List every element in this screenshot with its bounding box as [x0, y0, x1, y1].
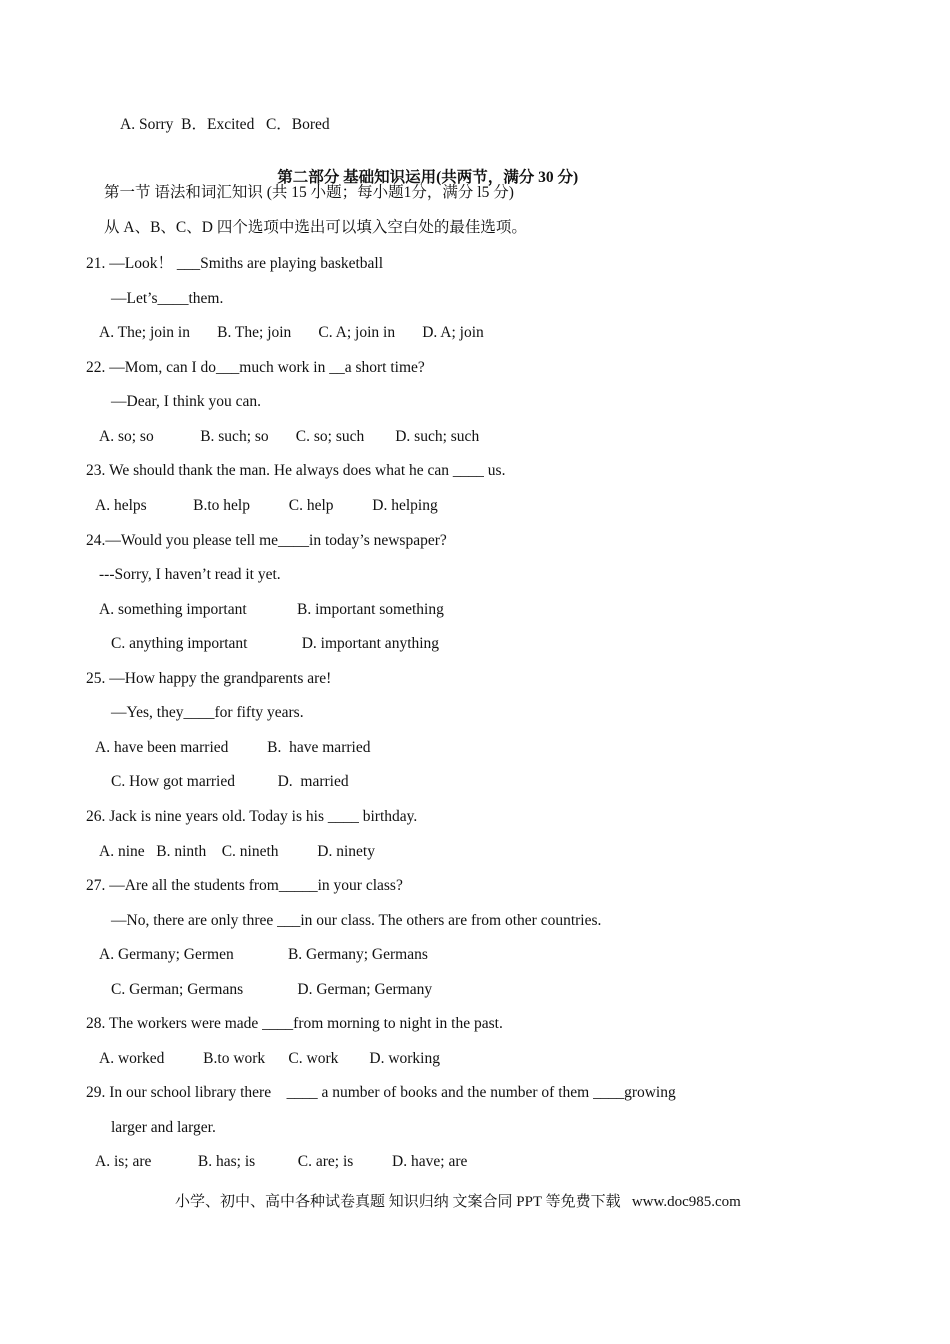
question-21-reply: —Let’s____them. [111, 290, 224, 307]
question-24-options-row-2: C. anything important D. important anything [111, 635, 440, 652]
question-24-stem: 24.—Would you please tell me____in today’s newspaper? [86, 532, 447, 549]
question-25-options-row-1: A. have been married B. have married [95, 739, 371, 756]
question-23-stem: 23. We should thank the man. He always does what he can ____ us. [86, 462, 506, 479]
question-22-stem: 22. —Mom, can I do___much work in __a short time? [86, 359, 425, 376]
previous-question-options: A. Sorry B．Excited C．Bored [120, 116, 330, 133]
question-21-stem: 21. —Look！ ___Smiths are playing basketball [86, 255, 384, 272]
question-28-options: A. worked B.to work C. work D. working [99, 1050, 440, 1067]
question-24-reply: ---Sorry, I haven’t read it yet. [99, 566, 281, 583]
question-22-options: A. so; so B. such; so C. so; such D. such; such [99, 428, 480, 445]
section-one-title: 第一节 语法和词汇知识 (共 15 小题；每小题1分，满分 l5 分) [104, 184, 514, 201]
question-29-stem-continued: larger and larger. [111, 1119, 216, 1136]
question-27-reply: —No, there are only three ___in our class. The others are from other countries. [111, 912, 602, 929]
question-25-options-row-2: C. How got married D. married [111, 773, 349, 790]
question-27-stem: 27. —Are all the students from_____in your class? [86, 877, 403, 894]
section-one-instruction: 从 A、B、C、D 四个选项中选出可以填入空白处的最佳选项。 [104, 219, 527, 236]
question-22-reply: —Dear, I think you can. [111, 393, 262, 410]
question-29-stem: 29. In our school library there ____ a number of books and the number of them ____growing [86, 1084, 676, 1101]
page-footer: 小学、初中、高中各种试卷真题 知识归纳 文案合同 PPT 等免费下载 www.doc985.com [175, 1194, 741, 1210]
question-29-options: A. is; are B. has; is C. are; is D. have; are [95, 1153, 468, 1170]
question-24-options-row-1: A. something important B. important something [99, 601, 444, 618]
part-two-title: 第二部分 基础知识运用(共两节，满分 30 分) [277, 169, 579, 186]
question-21-options: A. The; join in B. The; join C. A; join in D. A; join [99, 324, 484, 341]
question-28-stem: 28. The workers were made ____from morning to night in the past. [86, 1015, 503, 1032]
question-25-reply: —Yes, they____for fifty years. [111, 704, 304, 721]
question-23-options: A. helps B.to help C. help D. helping [95, 497, 438, 514]
question-26-options: A. nine B. ninth C. nineth D. ninety [99, 843, 375, 860]
question-27-options-row-2: C. German; Germans D. German; Germany [111, 981, 433, 998]
question-25-stem: 25. —How happy the grandparents are! [86, 670, 332, 687]
question-27-options-row-1: A. Germany; Germen B. Germany; Germans [99, 946, 428, 963]
question-26-stem: 26. Jack is nine years old. Today is his ____ birthday. [86, 808, 418, 825]
